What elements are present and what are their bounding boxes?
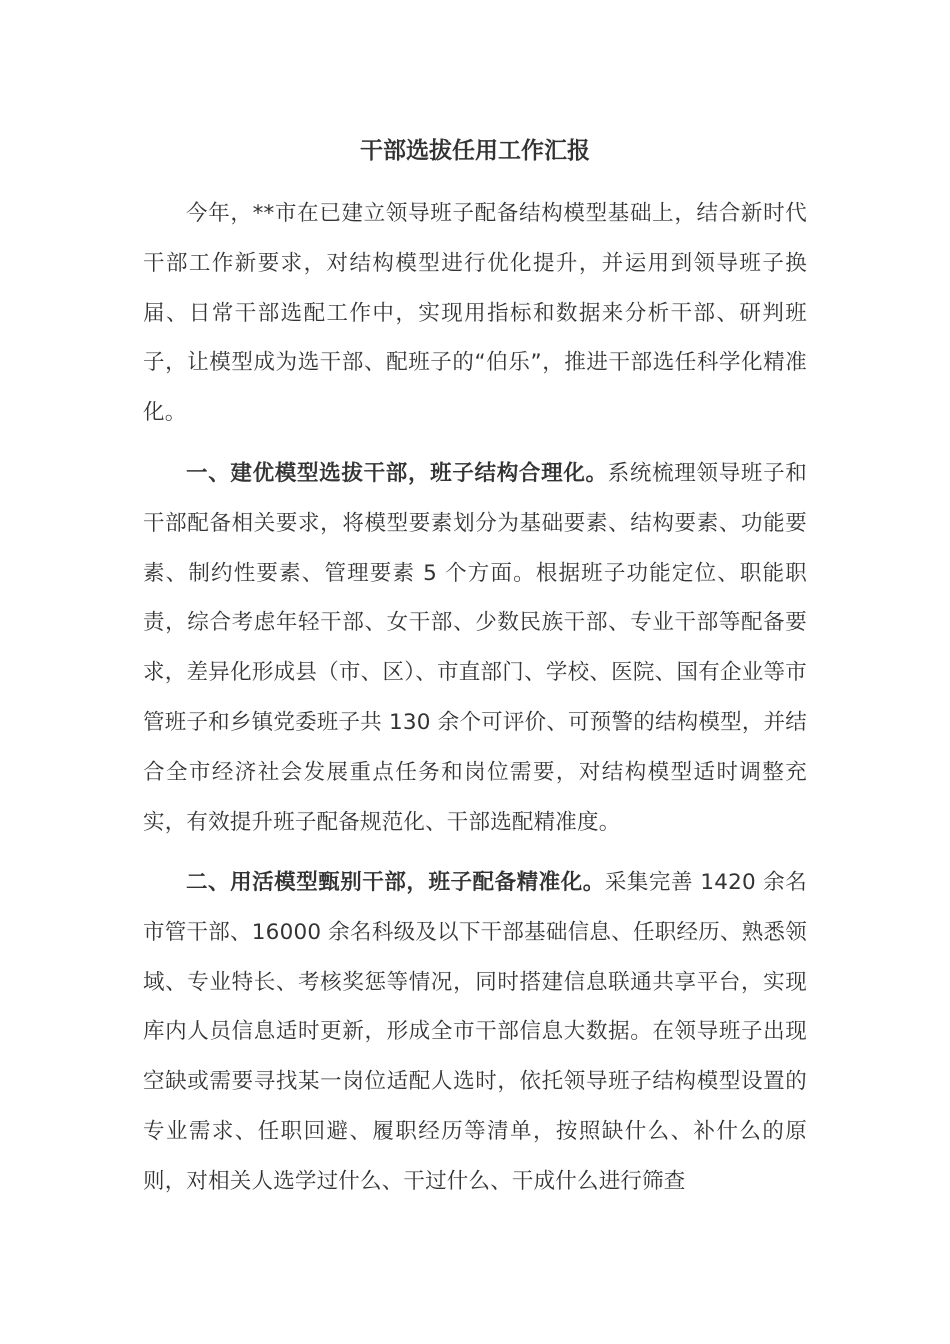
section-1-paragraph <box>143 449 807 847</box>
section-2-heading: 二、用活模型甄别干部，班子配备精准化。 <box>186 870 605 895</box>
section-2-paragraph <box>143 858 807 1207</box>
document-title: 干部选拔任用工作汇报 <box>360 138 590 164</box>
section-2-text: 采集完善 1420 余名市管干部、16000 余名科级及以下干部基础信息、任职经历、熟悉领域、专业特长、考核奖惩等情况，同时搭建信息联通共享平台，实现库内人员信息适时更新，形成全市干部信息大数据。在领导班子出现空缺或需要寻找某一岗位适配人选时，依托领导班子结构模型设置的专业需求、任职回避、履职经历等清单，按照缺什么、补什么的原则，对相关人选学过什么、干过什么、干成什么进行筛查 <box>143 870 807 1194</box>
intro-paragraph: 今年，**市在已建立领导班子配备结构模型基础上，结合新时代干部工作新要求，对结构模型进行优化提升，并运用到领导班子换届、日常干部选配工作中，实现用指标和数据来分析干部、研判班子，让模型成为选干部、配班子的“伯乐”，推进干部选任科学化精准化。 <box>143 201 807 426</box>
section-1-heading: 一、建优模型选拔干部，班子结构合理化。 <box>186 461 608 486</box>
section-1-text: 系统梳理领导班子和干部配备相关要求，将模型要素划分为基础要素、结构要素、功能要素、制约性要素、管理要素 5 个方面。根据班子功能定位、职能职责，综合考虑年轻干部、女干部、少数民族干部、专业干部等配备要求，差异化形成县（市、区）、市直部门、学校、医院、国有企业等市管班子和乡镇党委班子共 130 余个可评价、可预警的结构模型，并结合全市经济社会发展重点任务和岗位需要，对结构模型适时调整充实，有效提升班子配备规范化、干部选配精准度。 <box>143 461 807 835</box>
